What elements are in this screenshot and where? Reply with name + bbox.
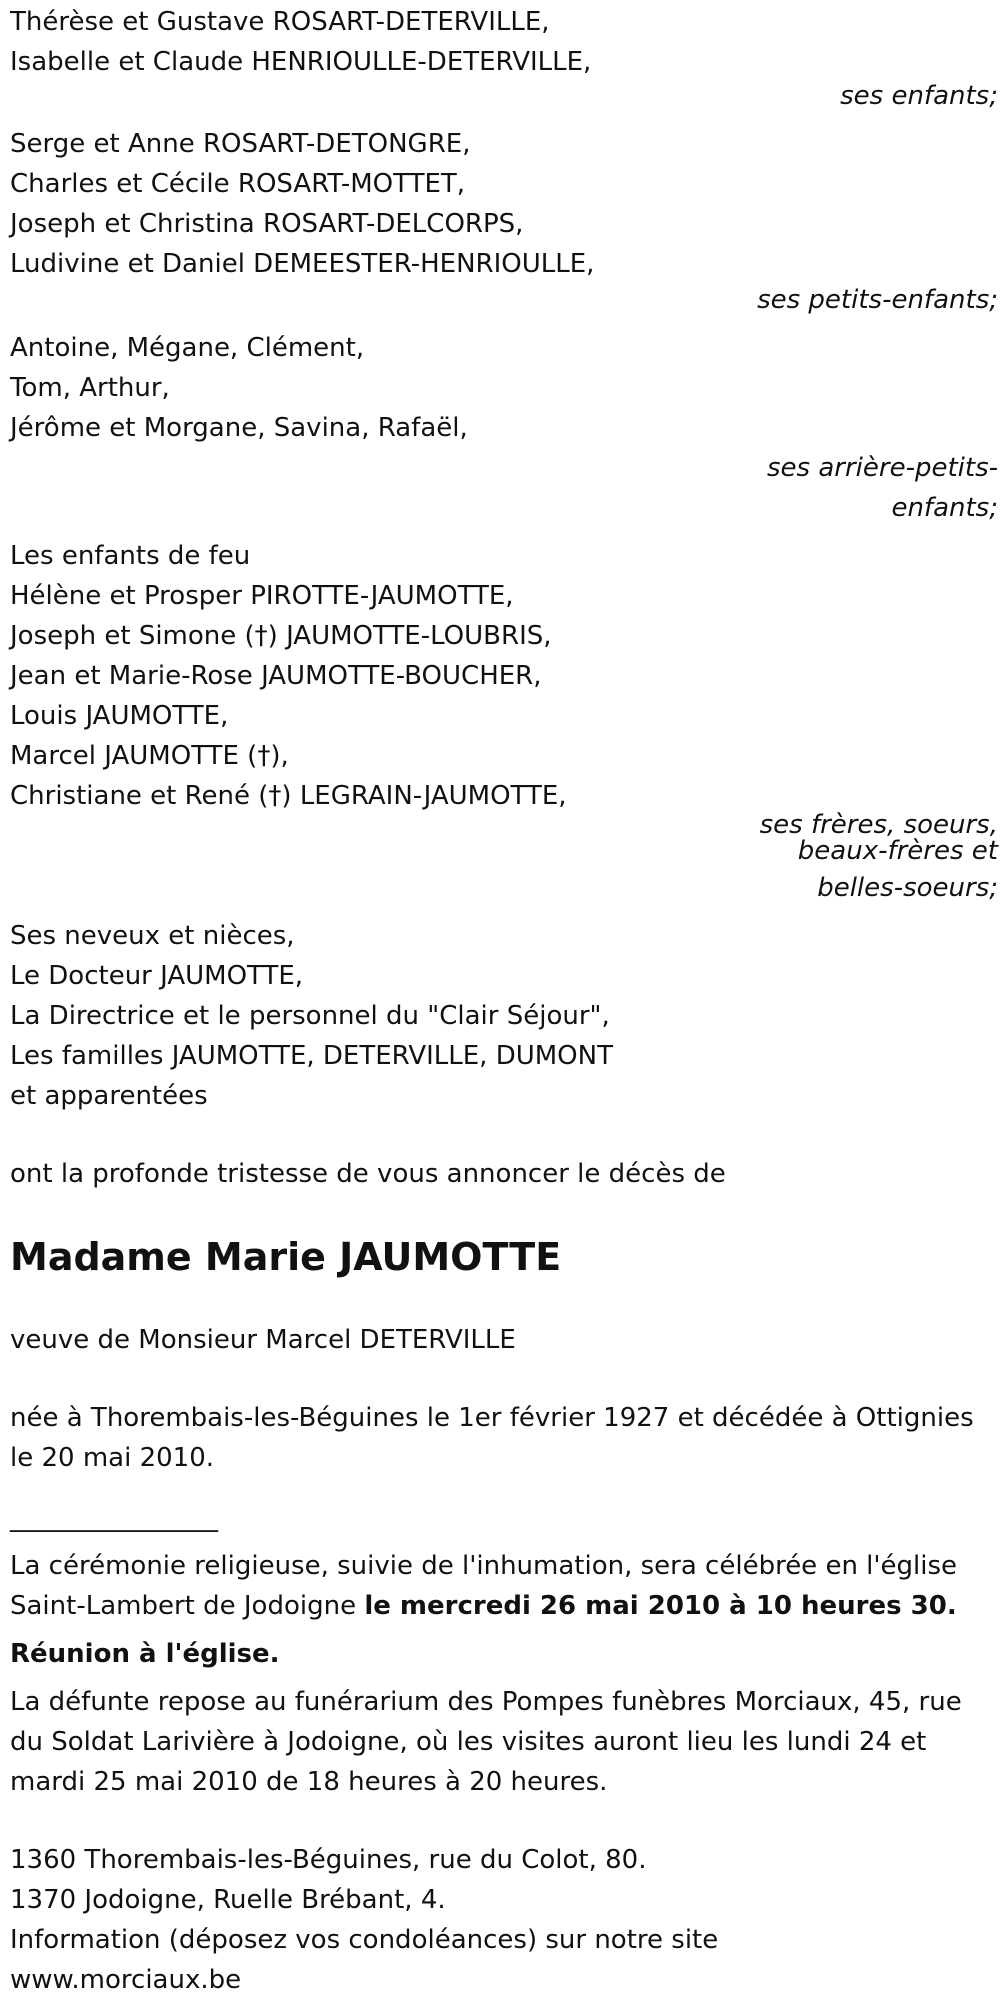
others-group <box>10 916 1000 1116</box>
family-line: Le Docteur JAUMOTTE, <box>10 961 304 991</box>
relation-label: ses frères, soeurs, <box>759 810 998 840</box>
address-line: 1370 Jodoigne, Ruelle Brébant, 4. <box>10 1885 446 1915</box>
family-line: Antoine, Mégane, Clément, <box>10 333 365 363</box>
birth-death: née à Thorembais-les-Béguines le 1er février 1927 et décédée à Ottignies le 20 mai 2010. <box>10 1403 974 1473</box>
family-line: Joseph et Christina ROSART-DELCORPS, <box>10 209 524 239</box>
family-line: Hélène et Prosper PIROTTE-JAUMOTTE, <box>10 581 514 611</box>
visitation-text: La défunte repose au funérarium des Pompes funèbres Morciaux, 45, rue du Soldat Larivière à Jodoigne, où les visites auront lieu les lundi 24 et mardi 25 mai 2010 de 18 heures à 20 heures. <box>10 1687 962 1797</box>
children-group <box>10 2 1000 116</box>
family-line: Louis JAUMOTTE, <box>10 701 229 731</box>
grandchildren-group <box>10 124 1000 320</box>
siblings-group <box>10 536 1000 908</box>
widow-of: veuve de Monsieur Marcel DETERVILLE <box>10 1325 516 1355</box>
relation-label: ses enfants; <box>840 81 998 111</box>
website-link[interactable]: www.morciaux.be <box>10 1965 242 1995</box>
family-line: Charles et Cécile ROSART-MOTTET, <box>10 169 466 199</box>
relation-label: ses arrière-petits- <box>767 453 998 483</box>
relation-label: belles-soeurs; <box>817 873 998 903</box>
reunion-note: Réunion à l'église. <box>10 1639 280 1669</box>
ceremony-location: La cérémonie religieuse, suivie de l'inhumation, sera célébrée en l'église Saint-Lambert de Jodoigne <box>10 1551 958 1621</box>
announcement-intro: ont la profonde tristesse de vous annoncer le décès de <box>10 1159 726 1189</box>
relation-label: beaux-frères et <box>797 836 998 866</box>
family-line: La Directrice et le personnel du "Clair Séjour", <box>10 1001 610 1031</box>
family-line: Les enfants de feu <box>10 541 251 571</box>
family-line: Tom, Arthur, <box>10 373 170 403</box>
ceremony-date: le mercredi 26 mai 2010 à 10 heures 30. <box>364 1591 957 1621</box>
ceremony-text <box>10 1546 995 1626</box>
family-line: Marcel JAUMOTTE (†), <box>10 741 289 771</box>
family-line: Serge et Anne ROSART-DETONGRE, <box>10 129 471 159</box>
family-line: et apparentées <box>10 1081 208 1111</box>
separator-line: ________________ <box>10 1503 218 1533</box>
family-line: Ses neveux et nièces, <box>10 921 295 951</box>
family-line: Joseph et Simone (†) JAUMOTTE-LOUBRIS, <box>10 621 552 651</box>
great-grandchildren-group <box>10 328 1000 528</box>
deceased-name: Madame Marie JAUMOTTE <box>10 1235 562 1279</box>
family-line: Jérôme et Morgane, Savina, Rafaël, <box>10 413 468 443</box>
relation-label: enfants; <box>891 493 998 523</box>
family-line: Ludivine et Daniel DEMEESTER-HENRIOULLE, <box>10 249 595 279</box>
family-line: Jean et Marie-Rose JAUMOTTE-BOUCHER, <box>10 661 542 691</box>
relation-label: ses petits-enfants; <box>757 285 998 315</box>
info-line: Information (déposez vos condoléances) sur notre site <box>10 1925 719 1955</box>
family-line: Christiane et René (†) LEGRAIN-JAUMOTTE, <box>10 781 567 811</box>
family-line: Thérèse et Gustave ROSART-DETERVILLE, <box>10 7 550 37</box>
address-line: 1360 Thorembais-les-Béguines, rue du Colot, 80. <box>10 1845 647 1875</box>
family-line: Les familles JAUMOTTE, DETERVILLE, DUMONT <box>10 1041 613 1071</box>
family-line: Isabelle et Claude HENRIOULLE-DETERVILLE, <box>10 47 592 77</box>
